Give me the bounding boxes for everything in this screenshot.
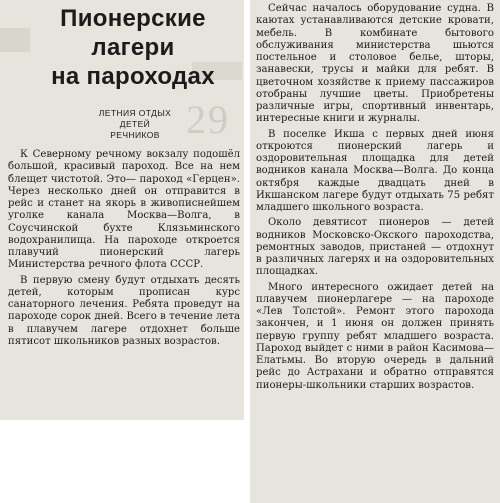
background-smudge xyxy=(0,28,30,52)
article-paragraph: В поселке Икша с первых дней июня откроются пионерский лагерь и оздоровительная площадка для детей водников канала Москва—Волга. До конца октября каждые двадцать дней в Икшанском лагере будут отдыхать 75 ребят младшего школьного возраста. xyxy=(256,128,494,213)
right-article-column xyxy=(256,3,494,395)
subheadline-line: РЕЧНИКОВ xyxy=(110,130,160,140)
article-paragraph: Около девятисот пионеров — детей водников Московско-Окского пароходства, ремонтных заводов, пристаней — отдохнут в различных лагерях и на оздоровительных площадках. xyxy=(256,217,494,278)
article-paragraph: Сейчас началось оборудование судна. В каютах устанавливаются детские кровати, мебель. В комбинате бытового обслуживания министерства шьются постельное и столовое белье, шторы, занавески, трусы и майки для ребят. В цветочном хозяйстве к приему пассажиров отобраны лучшие цветы. Приобретены различные игры, спортивный инвентарь, интересные книги и журналы. xyxy=(256,3,494,125)
left-article-column xyxy=(8,149,240,351)
headline-line: лагери xyxy=(91,34,175,61)
subheadline-line: ЛЕТНИЯ ОТДЫХ xyxy=(98,108,172,118)
subheadline-line: ДЕТЕЙ xyxy=(119,119,151,129)
article-paragraph: К Северному речному вокзалу подошёл большой, красивый пароход. Все на нем блещет чистотой. Это— пароход «Герцен». Через несколько дней он отправится в рейс и станет на якорь в живописнейшем уголке канала Москва—Волга, в Соусчинской бухте Клязьминского водохранилища. На пароходе откроется плавучий пионерский лагерь Министерства речного флота СССР. xyxy=(8,149,240,271)
headline-line: на пароходах xyxy=(51,63,215,90)
headline-line: Пионерские xyxy=(60,5,206,32)
headline xyxy=(38,4,228,91)
article-paragraph: В первую смену будут отдыхать десять детей, которым прописан курс санаторного лечения. Ребята проведут на пароходе сорок дней. Всего в течение лета в плавучем лагере отдохнет больше пятисот школьников разных возрастов. xyxy=(8,274,240,347)
article-paragraph: Много интересного ожидает детей на плавучем пионерлагере — на пароходе «Лев Толстой». Ремонт этого парохода закончен, и 1 июня он должен принять первую группу ребят младшего возраста. Пароход выйдет с ними в район Касимова—Елатьмы. Во вторую очередь в дальний рейс до Астрахани и обратно отправятся пионеры-школьники старших возрастов. xyxy=(256,281,494,391)
subheadline xyxy=(80,108,190,141)
background-text: 29 xyxy=(186,97,230,142)
